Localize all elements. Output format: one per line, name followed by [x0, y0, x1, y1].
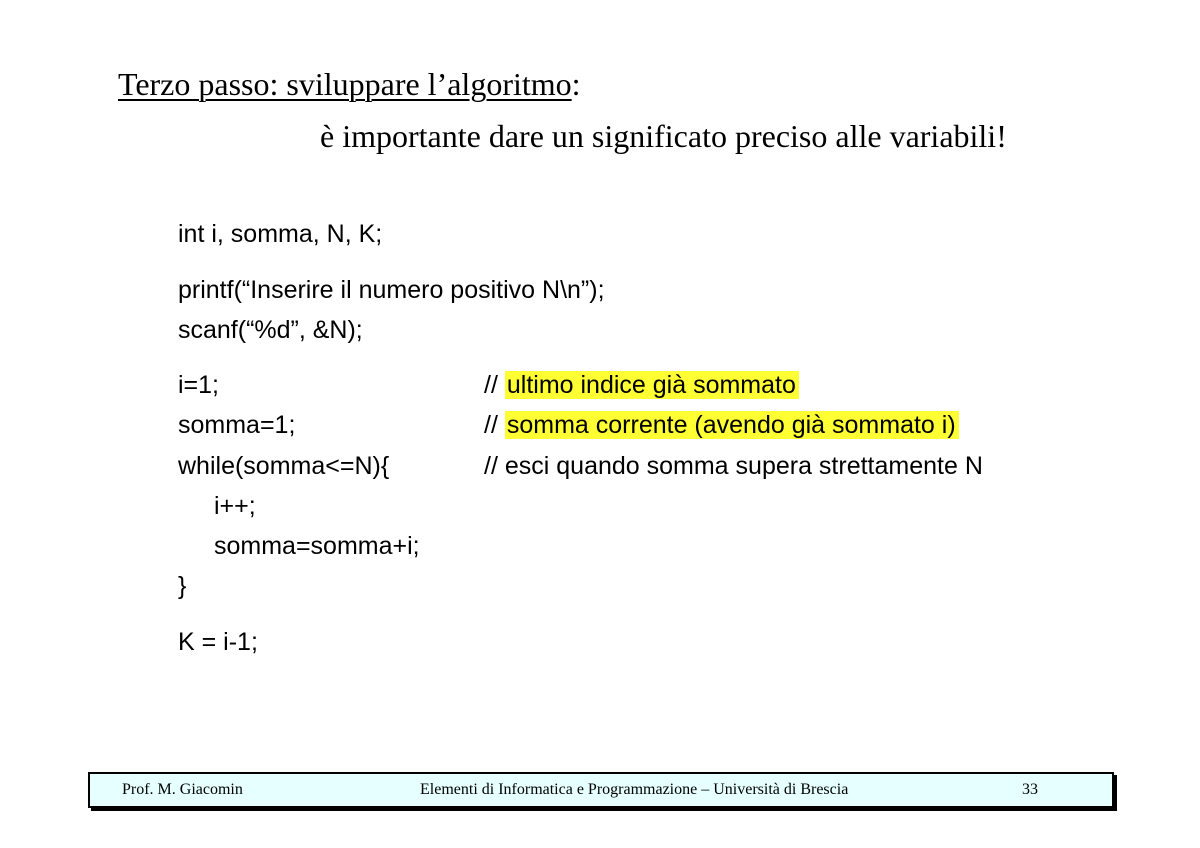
slide-title: [118, 64, 581, 104]
code-line-increment: i++;: [214, 492, 256, 520]
comment-3-prefix: //: [484, 452, 498, 480]
slide-title-colon: :: [571, 66, 581, 102]
comment-3: [484, 450, 983, 482]
comment-2: [484, 409, 959, 441]
code-line-while: while(somma<=N){: [178, 452, 390, 480]
code-line-sum: somma=somma+i;: [214, 532, 420, 560]
comment-3-text: esci quando somma supera strettamente N: [504, 452, 983, 480]
footer-course: Elementi di Informatica e Programmazione – Università di Brescia: [420, 781, 849, 798]
code-line-declaration: int i, somma, N, K;: [178, 220, 383, 248]
code-line-close-brace: }: [178, 572, 187, 600]
code-line-printf: printf(“Inserire il numero positivo N\n”);: [178, 276, 605, 304]
code-line-init-i: i=1;: [178, 371, 220, 399]
slide-title-text: Terzo passo: sviluppare l’algoritmo: [118, 66, 572, 102]
comment-1-text: ultimo indice già sommato: [505, 371, 799, 399]
code-line-k: K = i-1;: [178, 628, 258, 656]
comment-1-prefix: //: [484, 371, 498, 399]
code-line-scanf: scanf(“%d”, &N);: [178, 316, 363, 344]
comment-1: [484, 369, 799, 401]
comment-2-prefix: //: [484, 411, 498, 439]
footer-bar: [88, 772, 1114, 808]
footer-page-number: 33: [1022, 781, 1038, 798]
footer-author: Prof. M. Giacomin: [122, 781, 243, 798]
slide-subtitle: è importante dare un significato preciso alle variabili!: [320, 118, 1007, 154]
comment-2-text: somma corrente (avendo già sommato i): [505, 411, 959, 439]
code-line-init-somma: somma=1;: [178, 411, 296, 439]
